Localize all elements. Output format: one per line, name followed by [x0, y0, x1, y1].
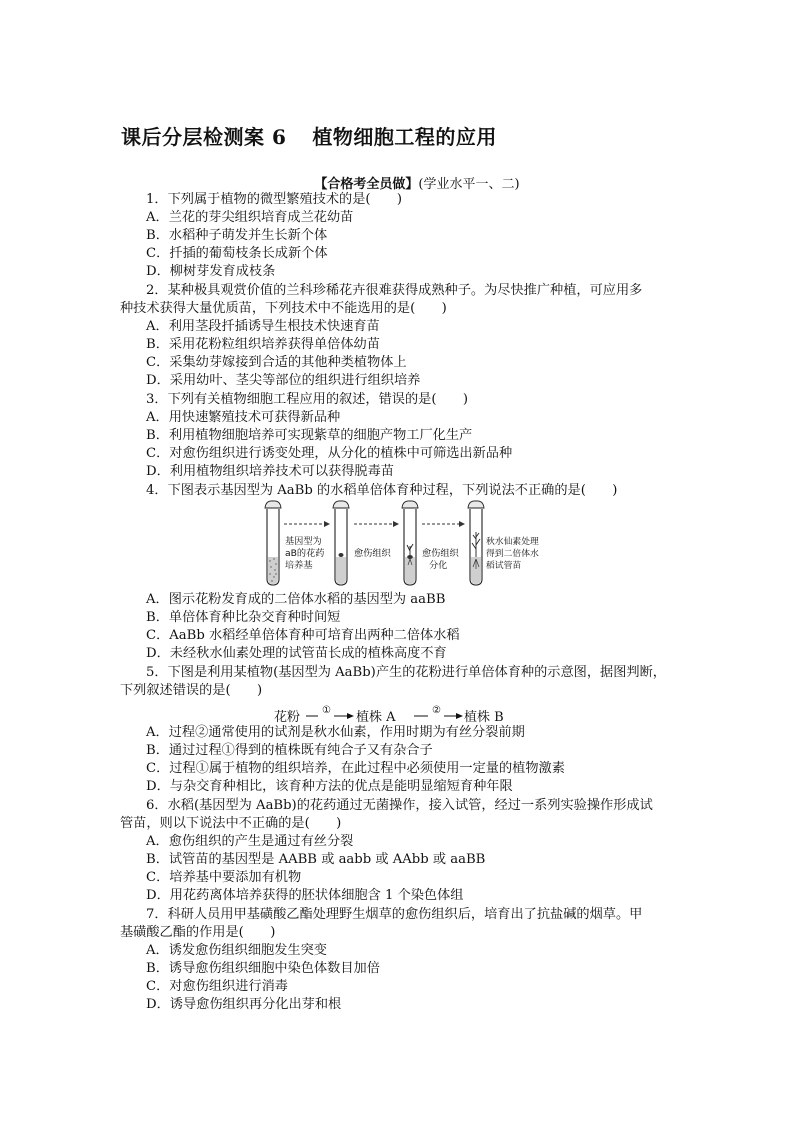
q7-stem-line2: 基磺酸乙酯的作用是( )	[120, 925, 276, 940]
flow-arrows	[274, 704, 534, 726]
test-tube-diagram	[258, 499, 539, 589]
diagram-label-4-line1: 秋水仙素处理	[486, 537, 539, 547]
q6-option-c: C．培养基中要添加有机物	[146, 870, 302, 885]
flow-step-1: ①	[322, 705, 331, 716]
svg-text:②	[432, 705, 441, 716]
q3-option-b: B．利用植物细胞培养可实现紫草的细胞产物工厂化生产	[146, 428, 473, 443]
q1-stem: 1．下列属于植物的微型繁殖技术的是( )	[146, 192, 403, 207]
q4-option-a: A．图示花粉发育成的二倍体水稻的基因型为 aaBB	[146, 592, 446, 607]
q7-option-b: B．诱导愈伤组织细胞中染色体数目加倍	[146, 961, 380, 976]
flow-mid: 植株 A	[356, 710, 396, 725]
flow-step-2: ②	[432, 705, 441, 716]
q6-option-a: A．愈伤组织的产生是通过有丝分裂	[146, 834, 354, 849]
q5-option-d: D．与杂交育种相比，该育种方法的优点是能明显缩短育种年限	[146, 779, 513, 794]
section-heading	[0, 173, 794, 192]
q4-stem: 4．下图表示基因型为 AaBb 的水稻单倍体育种过程，下列说法不正确的是( )	[146, 483, 618, 498]
q3-option-d: D．利用植物组织培养技术可以获得脱毒苗	[146, 464, 394, 479]
diagram-label-3-line1: 愈伤组织	[422, 548, 459, 559]
svg-text:培养基	[285, 559, 313, 571]
q2-option-d: D．采用幼叶、茎尖等部位的组织进行组织培养	[146, 373, 421, 388]
section-heading-rest: (学业水平一、二)	[418, 177, 520, 192]
diagram-label-4-line3: 稻试管苗	[486, 561, 522, 571]
diagram-label-3-line2: 分化	[429, 560, 448, 571]
svg-text:得到二倍体水	[486, 547, 539, 559]
q5-stem-line2: 下列叙述错误的是( )	[120, 683, 263, 698]
title-right: 植物细胞工程的应用	[312, 125, 497, 149]
diagram-label-4-line2: 得到二倍体水	[486, 549, 539, 559]
q7-option-d: D．诱导愈伤组织再分化出芽和根	[146, 997, 342, 1012]
q4-option-b: B．单倍体育种比杂交育种时间短	[146, 610, 341, 625]
svg-text:aB的花药	[285, 547, 325, 559]
q3-option-a: A．用快速繁殖技术可获得新品种	[146, 410, 341, 425]
svg-text:秋水仙素处理	[486, 535, 539, 547]
q3-option-c: C．对愈伤组织进行诱变处理，从分化的植株中可筛选出新品种	[146, 446, 513, 461]
diagram-label-1-line3: 培养基	[285, 560, 313, 571]
q4-option-c: C．AaBb 水稻经单倍体育种可培育出两种二倍体水稻	[146, 628, 460, 643]
q5-option-c: C．过程①属于植物的组织培养，在此过程中必须使用一定量的植物激素	[146, 761, 565, 776]
svg-text:基因型为	[285, 535, 322, 547]
svg-text:①	[322, 705, 331, 716]
q5-option-a: A．过程②通常使用的试剂是秋水仙素，作用时期为有丝分裂前期	[146, 725, 525, 740]
svg-text:花粉	[274, 709, 300, 725]
q2-option-a: A．利用茎段扦插诱导生根技术快速育苗	[146, 319, 380, 334]
q5-option-b: B．通过过程①得到的植株既有纯合子又有杂合子	[146, 743, 433, 758]
diagram-label-1-line1: 基因型为	[285, 536, 322, 547]
svg-text:植株 B	[464, 709, 504, 725]
q1-option-d: D．柳树芽发育成枝条	[146, 264, 276, 279]
svg-text:植株 A	[356, 709, 396, 725]
q3-stem: 3．下列有关植物细胞工程应用的叙述，错误的是( )	[146, 392, 468, 407]
q2-option-c: C．采集幼芽嫁接到合适的其他种类植物体上	[146, 355, 407, 370]
q5-stem-line1: 5．下图是利用某植物(基因型为 AaBb)产生的花粉进行单倍体育种的示意图，据图判断，	[146, 665, 666, 680]
svg-text:愈伤组织	[422, 547, 460, 559]
flow-start: 花粉	[274, 710, 301, 725]
svg-text:稻试管苗	[486, 559, 521, 571]
section-heading-bold: 【合格考全员做】	[314, 177, 419, 192]
q7-option-a: A．诱发愈伤组织细胞发生突变	[146, 943, 327, 958]
q1-option-c: C．扦插的葡萄枝条长成新个体	[146, 246, 328, 261]
q2-stem-line2: 种技术获得大量优质苗，下列技术中不能选用的是( )	[120, 301, 447, 316]
q7-option-c: C．对愈伤组织进行消毒	[146, 979, 288, 994]
flow-end: 植株 B	[464, 710, 504, 725]
test-tube-1	[265, 501, 281, 585]
test-tube-4	[468, 501, 484, 585]
svg-text:分化	[429, 559, 447, 571]
q2-option-b: B．采用花粉粒组织培养获得单倍体幼苗	[146, 337, 380, 352]
q2-stem-line1: 2．某种极具观赏价值的兰科珍稀花卉很难获得成熟种子。为尽快推广种植，可应用多	[146, 283, 643, 298]
test-tube-2	[333, 501, 349, 585]
diagram-label-2: 愈伤组织	[354, 548, 391, 559]
test-tube-3	[402, 501, 418, 585]
title-left: 课后分层检测案 6	[121, 125, 287, 149]
q1-option-b: B．水稻种子萌发并生长新个体	[146, 228, 328, 243]
q6-option-b: B．试管苗的基因型是 AABB 或 aabb 或 AAbb 或 aaBB	[146, 852, 486, 867]
q7-stem-line1: 7．科研人员用甲基磺酸乙酯处理野生烟草的愈伤组织后，培育出了抗盐碱的烟草。甲	[146, 907, 643, 922]
q6-stem-line2: 管苗，则以下说法中不正确的是( )	[120, 816, 342, 831]
diagram-label-1-line2: aB的花药	[285, 548, 325, 559]
q6-stem-line1: 6．水稻(基因型为 AaBb)的花药通过无菌操作，接入试管，经过一系列实验操作形成试	[146, 798, 653, 813]
q4-option-d: D．未经秋水仙素处理的试管苗长成的植株高度不育	[146, 646, 447, 661]
q1-option-a: A．兰花的芽尖组织培育成兰花幼苗	[146, 210, 354, 225]
svg-text:愈伤组织	[354, 547, 392, 559]
page-title	[121, 121, 497, 150]
q6-option-d: D．用花药离体培养获得的胚状体细胞含 1 个染色体组	[146, 888, 464, 903]
